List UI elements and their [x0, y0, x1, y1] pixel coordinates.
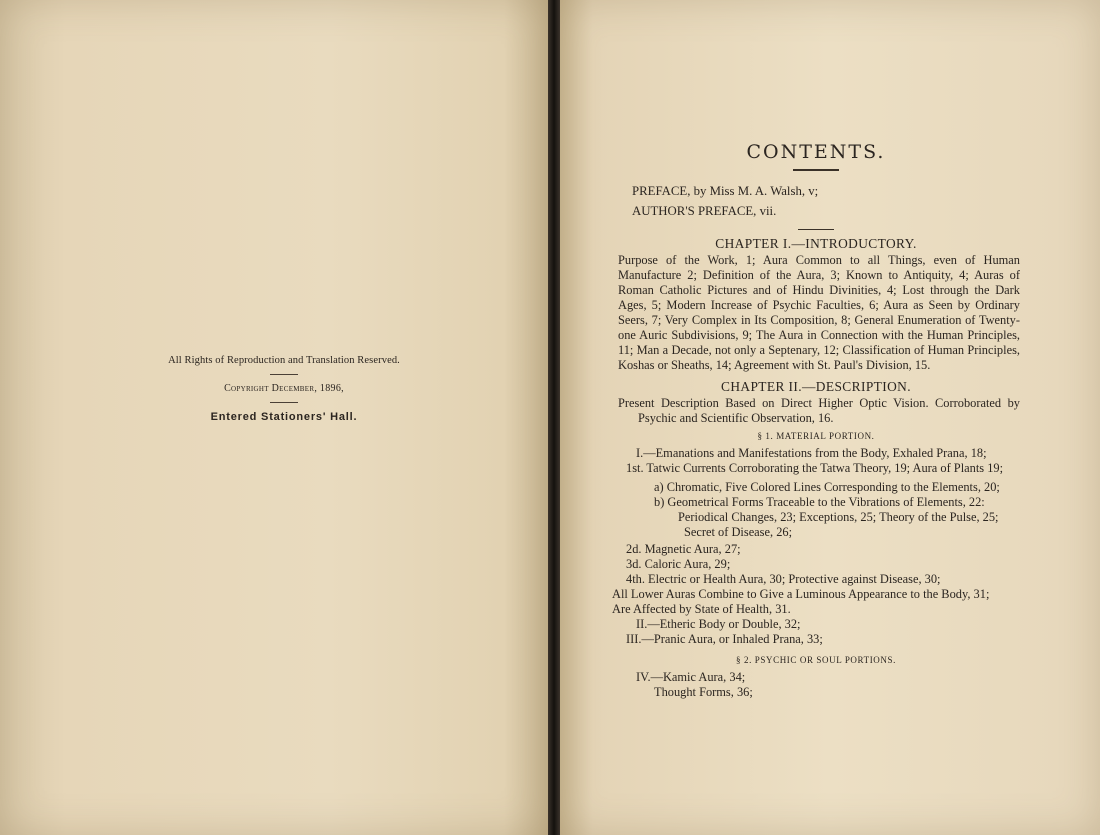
preface-entry: PREFACE, by Miss M. A. Walsh, v; — [632, 184, 819, 198]
list-item: b) Geometrical Forms Traceable to the Vibrations of Elements, 22: — [654, 495, 985, 509]
chapter-summary: Purpose of the Work, 1; Aura Common to all Things, even of Human Manufacture 2; Definition of the Aura, 3; Known to Antiquity, 4; Auras of Roman Catholic Pictures and of Hindu Divinities, 4; Lost through the Dark Ages, 5; Modern Increase of Psychic Faculties, 6; Aura as Seen by Ordinary Seers, 7; Very Complex in Its Composition, 8; General Enumeration of Twenty-one Auric Subdivisions, 9; The Aura in Connection with the Human Principles, 11; Man a Decade, not only a Septenary, 12; Classification of Human Principles, Koshas or Sheaths, 14; Agreement with St. Paul's Division, 15. — [618, 253, 1020, 372]
section-heading: § 1. MATERIAL PORTION. — [757, 431, 875, 441]
list-item: I.—Emanations and Manifestations from the Body, Exhaled Prana, 18; — [636, 446, 987, 460]
list-item: 1st. Tatwic Currents Corroborating the Tatwa Theory, 19; Aura of Plants 19; — [626, 461, 1004, 475]
list-item: 3d. Caloric Aura, 29; — [626, 557, 731, 571]
list-item: Secret of Disease, 26; — [684, 525, 793, 539]
title-divider — [793, 169, 839, 171]
list-item: All Lower Auras Combine to Give a Luminous Appearance to the Body, 31; — [612, 587, 990, 601]
divider — [798, 229, 834, 230]
list-item: IV.—Kamic Aura, 34; — [636, 670, 746, 684]
left-page — [0, 0, 548, 835]
divider — [270, 374, 298, 375]
list-item: Thought Forms, 36; — [654, 685, 753, 699]
list-item: Are Affected by State of Health, 31. — [612, 602, 791, 616]
rights-reserved-text: All Rights of Reproduction and Translation Reserved. — [168, 355, 400, 366]
copyright-block — [120, 355, 448, 423]
chapter-summary: Present Description Based on Direct Higher Optic Vision. Corroborated by Psychic and Scientific Observation, 16. — [618, 396, 1020, 425]
contents-section — [612, 141, 1020, 700]
divider — [270, 402, 298, 403]
list-item: 2d. Magnetic Aura, 27; — [626, 542, 741, 556]
page-title: CONTENTS. — [746, 141, 886, 163]
book-gutter — [548, 0, 560, 835]
list-item: a) Chromatic, Five Colored Lines Corresponding to the Elements, 20; — [654, 480, 1000, 494]
list-item: II.—Etheric Body or Double, 32; — [636, 617, 801, 631]
stationers-hall-text: Entered Stationers' Hall. — [210, 411, 358, 423]
list-item: 4th. Electric or Health Aura, 30; Protective against Disease, 30; — [626, 572, 941, 586]
list-item: Periodical Changes, 23; Exceptions, 25; Theory of the Pulse, 25; — [678, 510, 999, 524]
chapter-heading: CHAPTER I.—INTRODUCTORY. — [715, 236, 917, 251]
copyright-text: Copyright December, 1896, — [224, 383, 344, 394]
list-item: III.—Pranic Aura, or Inhaled Prana, 33; — [626, 632, 823, 646]
section-heading: § 2. PSYCHIC OR SOUL PORTIONS. — [736, 655, 896, 665]
author-preface-entry: AUTHOR'S PREFACE, vii. — [632, 204, 777, 218]
chapter-heading: CHAPTER II.—DESCRIPTION. — [720, 379, 911, 394]
